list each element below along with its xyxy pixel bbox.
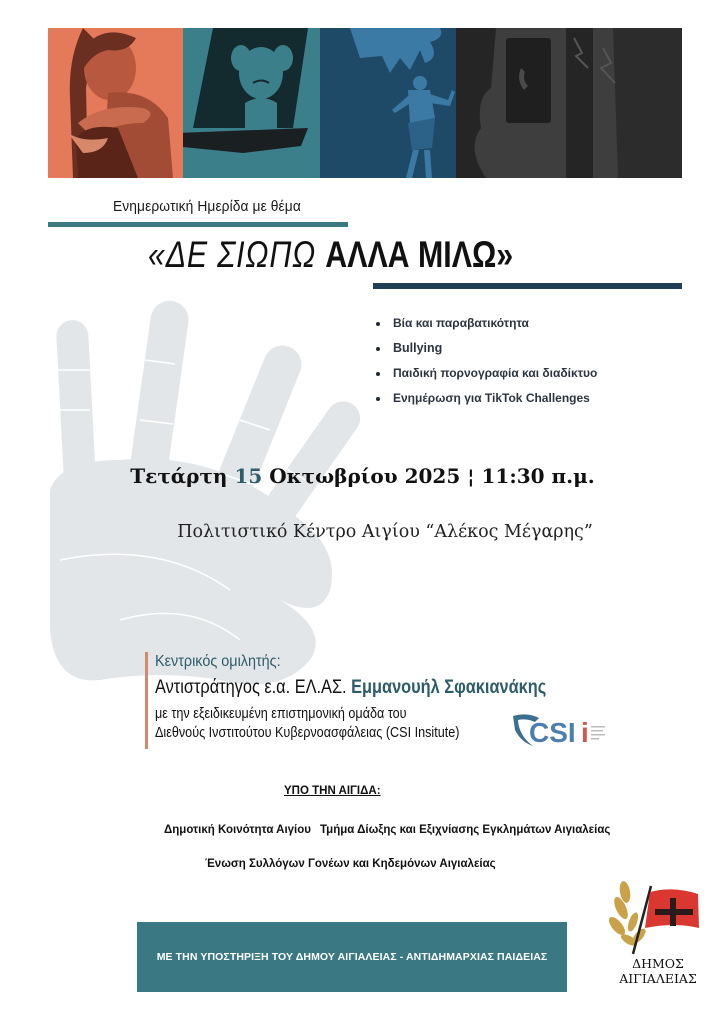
- event-day: 15: [234, 464, 263, 488]
- grabbing-hand-victim-illustration: [320, 28, 456, 178]
- patronage-org-crime-division: Τμήμα Δίωξης και Εξιχνίασης Εγκλημάτων Αιγιαλείας: [320, 824, 611, 836]
- banner-panel-phone: [456, 28, 593, 178]
- hand-watermark-icon: [40, 300, 380, 700]
- patronage-heading: ΥΠΟ ΤΗΝ ΑΙΓΙΔΑ:: [284, 785, 381, 797]
- title-underline-divider: [373, 283, 682, 289]
- speaker-rank: Αντιστράτηγος ε.α. ΕΛ.ΑΣ.: [155, 677, 352, 698]
- banner-panel-distressed-girl: [48, 28, 183, 178]
- event-time: 11:30 π.μ.: [481, 464, 595, 488]
- laurel-flag-icon: [603, 878, 713, 958]
- title-open-quote: «: [148, 234, 166, 275]
- csi-logo-accent: i: [581, 717, 589, 748]
- phone-in-hand-illustration: [456, 28, 593, 178]
- support-banner: [137, 922, 567, 992]
- event-venue: Πολιτιστικό Κέντρο Αιγίου “Αλέκος Μέγαρης”: [177, 522, 593, 542]
- banner-panel-laptop: [183, 28, 320, 178]
- topics-list: [374, 313, 597, 413]
- banner-panel-dark: [593, 28, 682, 178]
- speaker-name-line: [155, 674, 546, 702]
- event-month-year: Οκτωβρίου 2025: [269, 464, 461, 488]
- csi-institute-logo: [509, 710, 609, 752]
- support-banner-text: ΜΕ ΤΗΝ ΥΠΟΣΤΗΡΙΞΗ ΤΟΥ ΔΗΜΟΥ ΑΙΓΙΑΛΕΙΑΣ - ΑΝΤΙΔΗΜΑΡΧΙΑΣ ΠΑΙΔΕΙΑΣ: [156, 951, 548, 963]
- speaker-label: Κεντρικός ομιλητής:: [155, 653, 281, 670]
- patronage-org-municipal-community: Δημοτική Κοινότητα Αιγίου: [164, 824, 311, 836]
- laptop-sad-child-illustration: [183, 28, 320, 178]
- title-bold-part: ΑΛΛΑ ΜΙΛΩ: [325, 234, 497, 275]
- event-subtitle: Ενημερωτική Ημερίδα με θέμα: [113, 198, 301, 215]
- subtitle-underline-divider: [48, 222, 348, 227]
- date-time-separator: ¦: [467, 464, 475, 488]
- event-date-time: [0, 464, 725, 488]
- topic-item: Ενημέρωση για TikTok Challenges: [374, 388, 597, 413]
- topic-item: Bullying: [374, 338, 597, 363]
- speaker-name: Εμμανουήλ Σφακιανάκης: [351, 677, 547, 698]
- patronage-org-parents-union: Ένωση Συλλόγων Γονέων και Κηδεμόνων Αιγιαλείας: [205, 858, 496, 870]
- title-close-quote: »: [496, 234, 514, 275]
- municipality-logo: [603, 878, 713, 998]
- title-light-part: ΔΕ ΣΙΩΠΩ: [165, 234, 326, 275]
- municipality-name-line-2: ΑΙΓΙΑΛΕΙΑΣ: [619, 971, 697, 986]
- event-title: [148, 233, 513, 277]
- speaker-team-line-1: με την εξειδικευμένη επιστημονική ομάδα του: [155, 706, 407, 722]
- topic-item: Βία και παραβατικότητα: [374, 313, 597, 338]
- header-banner-image: [48, 28, 682, 178]
- municipality-name-line-1: ΔΗΜΟΣ: [632, 956, 684, 971]
- speaker-team-line-2: Διεθνούς Ινστιτούτου Κυβερνοασφάλειας (CSI Insitute): [155, 725, 460, 741]
- event-weekday: Τετάρτη: [130, 464, 228, 488]
- distressed-girl-illustration: [48, 28, 183, 178]
- phone-hand-continuation: [593, 28, 682, 178]
- topic-item: Παιδική πορνογραφία και διαδίκτυο: [374, 363, 597, 388]
- banner-panel-grabbing-hand: [320, 28, 456, 178]
- csi-logo-text: CSI: [529, 717, 576, 748]
